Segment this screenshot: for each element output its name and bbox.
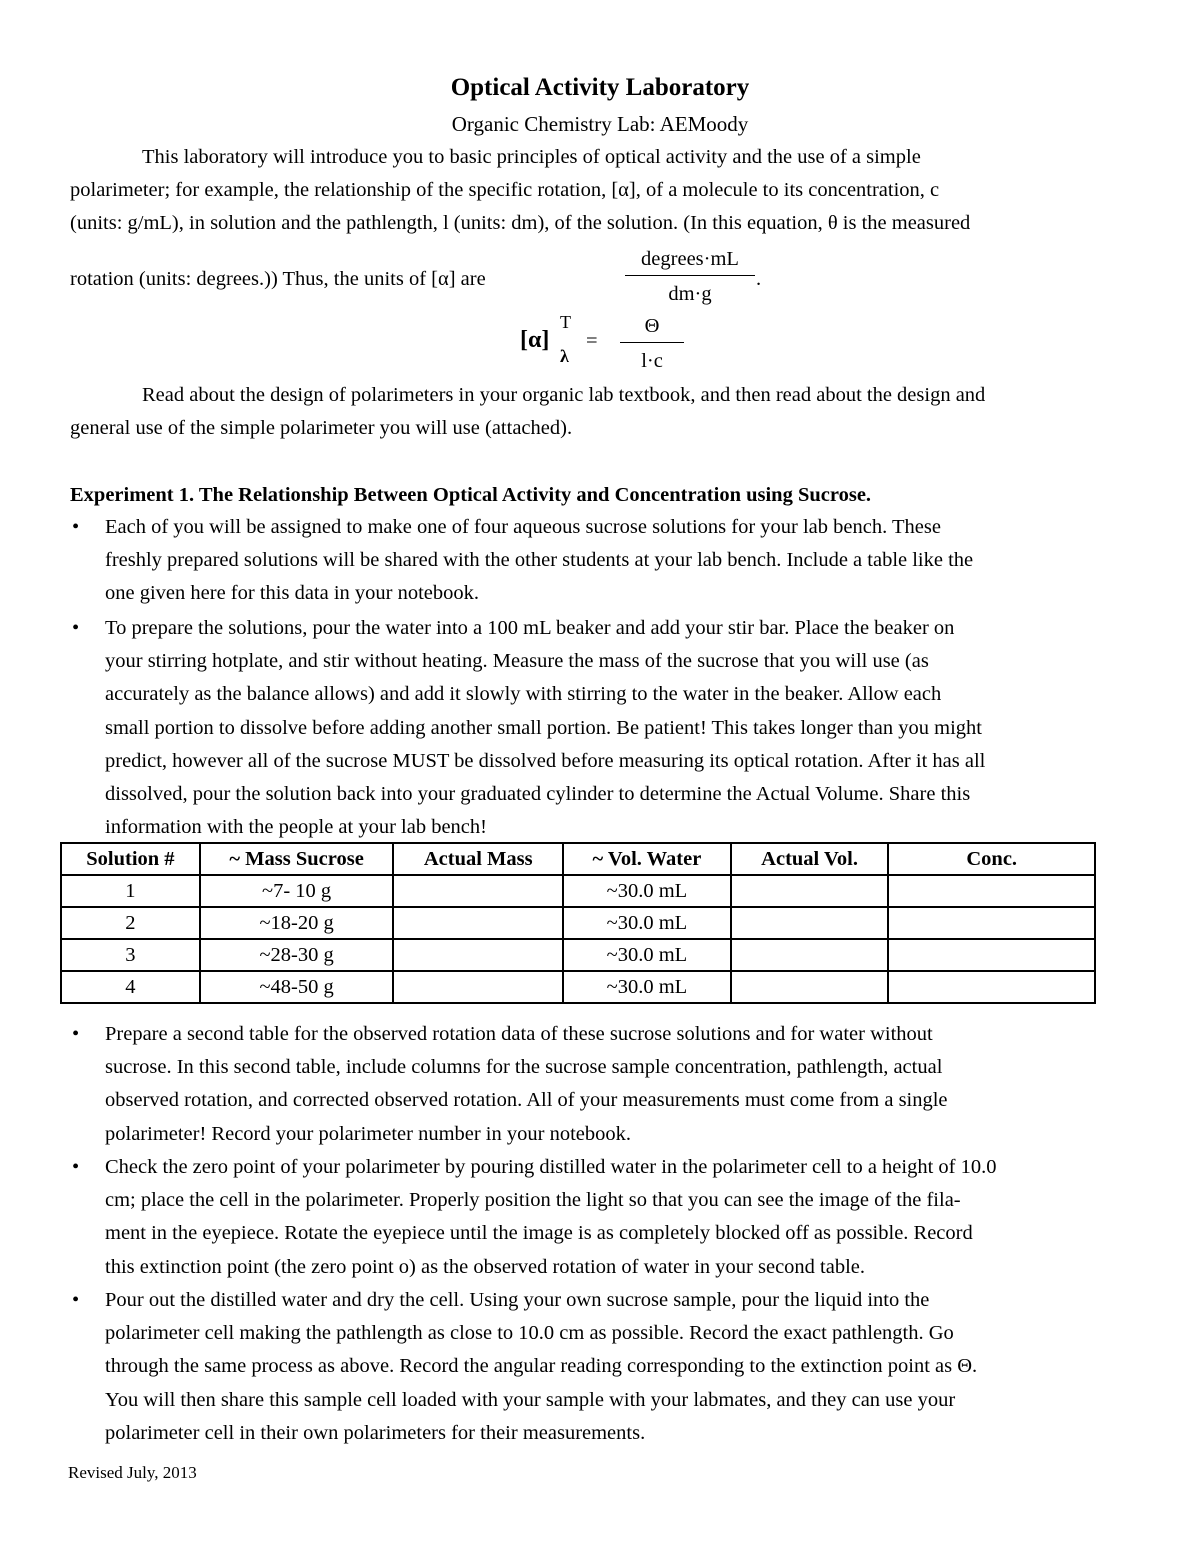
column-header: Actual Vol.: [731, 843, 889, 875]
table-cell: ~30.0 mL: [563, 875, 731, 907]
fraction-bar: [620, 342, 684, 343]
experiment-heading: Experiment 1. The Relationship Between Optical Activity and Concentration using Sucrose.: [70, 484, 872, 506]
bullet-line: this extinction point (the zero point o) as the observed rotation of water in your second table.: [105, 1255, 866, 1278]
read-line-1: Read about the design of polarimeters in your organic lab textbook, and then read about the design and: [142, 384, 986, 406]
bullet-line: dissolved, pour the solution back into your graduated cylinder to determine the Actual Volume. Share this: [105, 783, 971, 806]
intro-line-1: This laboratory will introduce you to basic principles of optical activity and the use of a simple: [142, 146, 921, 168]
fraction-bar: [625, 275, 755, 276]
units-fraction: [625, 245, 755, 308]
revision-footer: Revised July, 2013: [68, 1463, 197, 1482]
bullet-line: Pour out the distilled water and dry the cell. Using your own sucrose sample, pour the liquid into the: [105, 1289, 930, 1311]
table-cell: [731, 907, 889, 939]
specific-rotation-equation: [520, 312, 690, 376]
bullet-icon: •: [72, 1156, 80, 1178]
table-cell: ~28-30 g: [200, 939, 394, 971]
table-cell: [731, 875, 889, 907]
table-cell: [731, 971, 889, 1003]
bullet-line: ment in the eyepiece. Rotate the eyepiece until the image is as completely blocked off as possible. Record: [105, 1222, 973, 1245]
equation-equals: =: [586, 330, 598, 352]
bullet-line: Each of you will be assigned to make one of four aqueous sucrose solutions for your lab bench. These: [105, 516, 941, 538]
column-header: ~ Mass Sucrose: [200, 843, 394, 875]
table-cell: 1: [61, 875, 200, 907]
equation-alpha: [α]: [520, 327, 550, 353]
table-header-row: [61, 843, 1095, 875]
equation-temperature-superscript: T: [560, 312, 571, 332]
list-item: [70, 1151, 1132, 1285]
table-cell: ~30.0 mL: [563, 907, 731, 939]
column-header: Solution #: [61, 843, 200, 875]
table-cell: [393, 939, 563, 971]
intro-line-4: rotation (units: degrees.)) Thus, the units of [α] are: [70, 268, 486, 290]
bullet-icon: •: [72, 617, 80, 639]
page-subtitle: Organic Chemistry Lab: AEMoody: [451, 112, 749, 136]
table-cell: [393, 971, 563, 1003]
table-cell: [393, 907, 563, 939]
list-item: [70, 1018, 1132, 1152]
column-header: Conc.: [888, 843, 1095, 875]
list-item: [70, 1284, 1132, 1452]
page-title: Optical Activity Laboratory: [450, 74, 750, 101]
equation-wavelength-subscript: λ: [560, 346, 569, 366]
column-header: ~ Vol. Water: [563, 843, 731, 875]
units-formula-row: [70, 245, 1132, 309]
bullet-line: small portion to dissolve before adding another small portion. Be patient! This takes longer than you might: [105, 716, 982, 739]
bullet-line: cm; place the cell in the polarimeter. Properly position the light so that you can see the image of the fila-: [105, 1189, 961, 1212]
table-cell: [731, 939, 889, 971]
bullet-line: your stirring hotplate, and stir without heating. Measure the mass of the sucrose that you will use (as: [105, 650, 929, 673]
intro-line-2: polarimeter; for example, the relationship of the specific rotation, [α], of a molecule to its concentration, c: [70, 179, 940, 201]
table-cell: ~30.0 mL: [563, 971, 731, 1003]
bullet-line: polarimeter! Record your polarimeter number in your notebook.: [105, 1122, 632, 1145]
intro-line-3: (units: g/mL), in solution and the pathlength, l (units: dm), of the solution. (In this equation, θ is the measured: [70, 212, 971, 234]
bullet-line: Check the zero point of your polarimeter by pouring distilled water in the polarimeter cell to a height of 10.0: [105, 1156, 997, 1178]
bullet-line: To prepare the solutions, pour the water into a 100 mL beaker and add your stir bar. Place the beaker on: [105, 617, 955, 639]
table-row: [61, 971, 1095, 1003]
bullet-line: through the same process as above. Record the angular reading corresponding to the extinction point as Θ.: [105, 1355, 978, 1378]
table-row: [61, 907, 1095, 939]
list-item: [70, 511, 1132, 611]
table-cell: ~48-50 g: [200, 971, 394, 1003]
table-cell: 2: [61, 907, 200, 939]
solution-table: [60, 842, 1096, 1004]
bullet-icon: •: [72, 1023, 80, 1045]
intro-paragraph: [70, 141, 1132, 240]
bullet-icon: •: [72, 516, 80, 538]
bullet-line: You will then share this sample cell loaded with your sample with your labmates, and they can use your: [105, 1388, 956, 1411]
units-denominator: dm·g: [668, 283, 712, 305]
bullet-line: observed rotation, and corrected observed rotation. All of your measurements must come from a single: [105, 1089, 948, 1112]
table-row: [61, 875, 1095, 907]
table-cell: [888, 939, 1095, 971]
table-cell: 3: [61, 939, 200, 971]
equation-denominator: l·c: [641, 350, 663, 372]
table-cell: [888, 971, 1095, 1003]
table-cell: [888, 875, 1095, 907]
table-cell: 4: [61, 971, 200, 1003]
bullet-line: accurately as the balance allows) and add it slowly with stirring to the water in the beaker. Allow each: [105, 683, 942, 706]
read-line-2: general use of the simple polarimeter you will use (attached).: [70, 417, 573, 439]
bullet-line: sucrose. In this second table, include columns for the sucrose sample concentration, pathlength, actual: [105, 1056, 943, 1079]
bullet-line: information with the people at your lab bench!: [105, 816, 487, 839]
bullet-icon: •: [72, 1289, 80, 1311]
units-period: .: [756, 268, 762, 290]
table-cell: [888, 907, 1095, 939]
bullet-line: polarimeter cell in their own polarimeters for their measurements.: [105, 1421, 646, 1444]
table-cell: ~7- 10 g: [200, 875, 394, 907]
read-paragraph: [70, 379, 1132, 445]
list-item: [70, 612, 1132, 844]
table-cell: ~18-20 g: [200, 907, 394, 939]
table-cell: ~30.0 mL: [563, 939, 731, 971]
units-numerator: degrees·mL: [641, 248, 739, 270]
bullet-line: freshly prepared solutions will be shared with the other students at your lab bench. Include a table like the: [105, 549, 974, 572]
bullet-line: Prepare a second table for the observed rotation data of these sucrose solutions and for water without: [105, 1023, 933, 1045]
bullet-line: one given here for this data in your notebook.: [105, 582, 480, 605]
table-row: [61, 939, 1095, 971]
bullet-line: predict, however all of the sucrose MUST be dissolved before measuring its optical rotation. After it has all: [105, 749, 986, 772]
equation-numerator: Θ: [644, 315, 660, 337]
bullet-line: polarimeter cell making the pathlength as close to 10.0 cm as possible. Record the exact pathlength. Go: [105, 1322, 954, 1345]
column-header: Actual Mass: [393, 843, 563, 875]
table-cell: [393, 875, 563, 907]
equation-fraction: [620, 312, 684, 375]
